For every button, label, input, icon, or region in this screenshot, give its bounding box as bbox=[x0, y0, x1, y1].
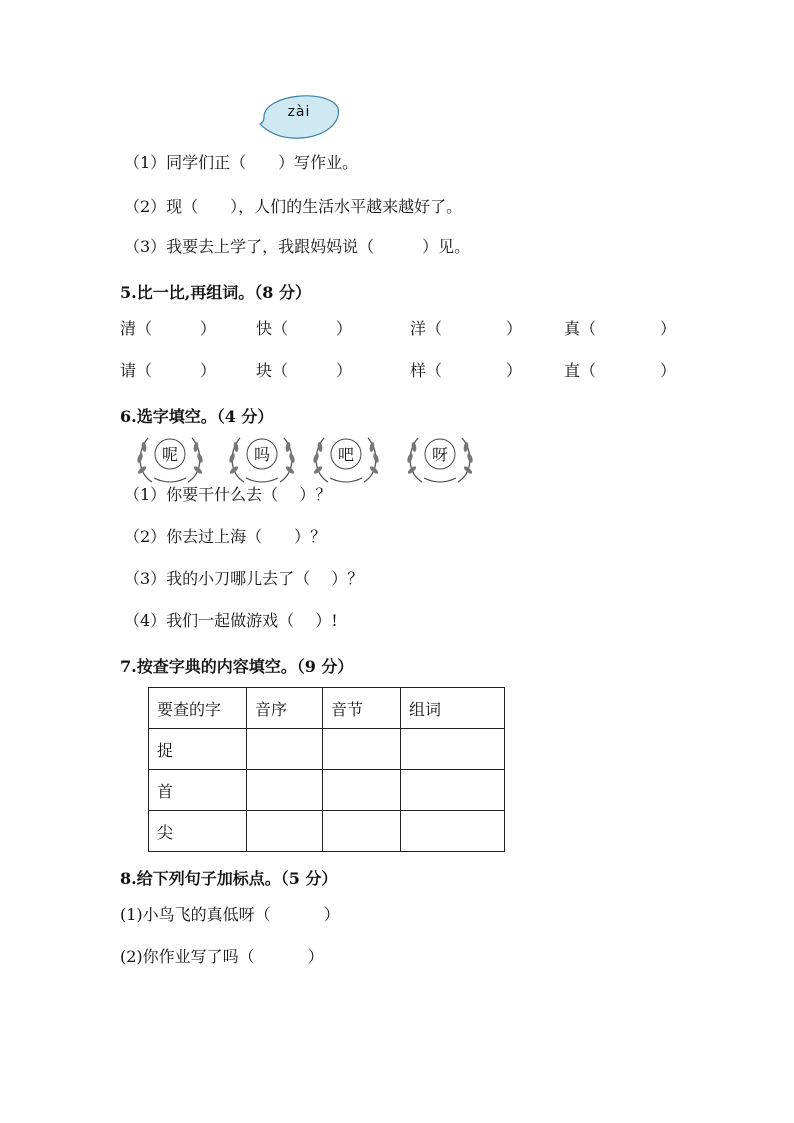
q6-item-4: （4）我们一起做游戏（ ）! bbox=[124, 611, 338, 630]
table-row bbox=[149, 811, 505, 852]
q5-r2-c3: 样（ ） bbox=[410, 361, 523, 380]
dictionary-table bbox=[148, 687, 505, 852]
q8-item-2: (2)你作业写了吗（ ） bbox=[120, 947, 324, 966]
choice-char: 呀 bbox=[431, 445, 448, 464]
q5-r2-c2: 块（ ） bbox=[256, 361, 353, 380]
wreath-choice-3 bbox=[308, 430, 384, 490]
q5-r1-c1: 清（ ） bbox=[120, 319, 217, 338]
table-cell-blank[interactable] bbox=[247, 811, 323, 852]
q6-item-1: （1）你要干什么去（ ）？ bbox=[124, 485, 332, 504]
table-row bbox=[149, 770, 505, 811]
table-cell-blank[interactable] bbox=[247, 729, 323, 770]
table-cell: 尖 bbox=[149, 811, 247, 852]
table-cell: 首 bbox=[149, 770, 247, 811]
q5-heading: 5.比一比,再组词。（8 分） bbox=[120, 283, 311, 302]
pinyin-text: zài bbox=[287, 104, 311, 120]
q5-r1-c3: 洋（ ） bbox=[410, 319, 523, 338]
table-cell-blank[interactable] bbox=[247, 770, 323, 811]
table-cell-blank[interactable] bbox=[323, 729, 401, 770]
wreath-choice-4 bbox=[402, 430, 478, 490]
q4-item-2: （2）现（ ），人们的生活水平越来越好了。 bbox=[124, 197, 463, 216]
wreath-choice-2 bbox=[224, 430, 300, 490]
table-cell-blank[interactable] bbox=[401, 811, 505, 852]
choice-char: 吧 bbox=[337, 445, 354, 464]
table-header-cell: 音节 bbox=[323, 688, 401, 729]
q5-r2-c4: 直（ ） bbox=[564, 361, 677, 380]
table-header-cell: 音序 bbox=[247, 688, 323, 729]
table-row bbox=[149, 729, 505, 770]
q5-r1-c4: 真（ ） bbox=[564, 319, 677, 338]
table-cell-blank[interactable] bbox=[401, 770, 505, 811]
wreath-choice-1 bbox=[132, 430, 208, 490]
q6-heading: 6.选字填空。（4 分） bbox=[120, 407, 274, 426]
choice-char: 吗 bbox=[253, 445, 270, 464]
q5-r2-c1: 请（ ） bbox=[120, 361, 217, 380]
table-header-cell: 要查的字 bbox=[149, 688, 247, 729]
pinyin-bubble bbox=[258, 86, 340, 142]
q6-item-3: （3）我的小刀哪儿去了（ ）？ bbox=[124, 569, 364, 588]
table-header-cell: 组词 bbox=[401, 688, 505, 729]
q7-heading: 7.按查字典的内容填空。（9 分） bbox=[120, 657, 354, 676]
q4-item-3: （3）我要去上学了，我跟妈妈说（ ）见。 bbox=[124, 237, 471, 256]
q4-item-1: （1）同学们正（ ）写作业。 bbox=[124, 153, 359, 172]
table-cell-blank[interactable] bbox=[323, 770, 401, 811]
choice-char: 呢 bbox=[161, 445, 178, 464]
q6-item-2: （2）你去过上海（ ）？ bbox=[124, 527, 327, 546]
table-cell-blank[interactable] bbox=[401, 729, 505, 770]
q8-heading: 8.给下列句子加标点。（5 分） bbox=[120, 869, 338, 888]
table-header-row bbox=[149, 688, 505, 729]
q5-r1-c2: 快（ ） bbox=[256, 319, 353, 338]
q8-item-1: (1)小鸟飞的真低呀（ ） bbox=[120, 905, 340, 924]
table-cell-blank[interactable] bbox=[323, 811, 401, 852]
table-cell: 捉 bbox=[149, 729, 247, 770]
